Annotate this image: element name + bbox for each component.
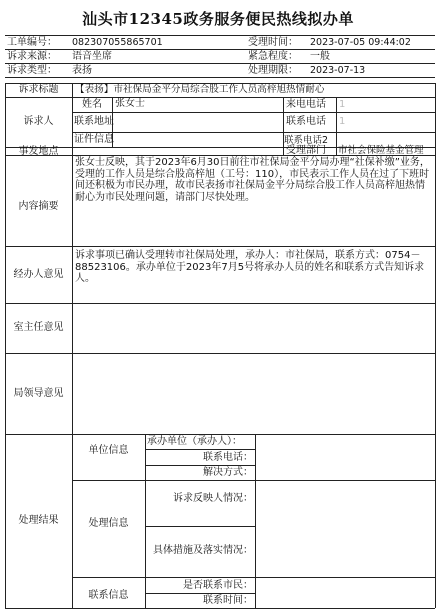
rule <box>5 246 435 247</box>
result-label: 处理结果 <box>18 515 59 526</box>
phone-label: 来电电话 <box>286 99 326 110</box>
name-label: 姓名 <box>82 99 102 110</box>
ticket-value: 082307055865701 <box>72 37 163 48</box>
contact-phone-value: 1 <box>339 116 346 127</box>
subject-value: 【表扬】市社保局金平分局综合股工作人员高梓旭热情耐心 <box>75 84 325 95</box>
rule <box>145 526 255 527</box>
deadline-value: 2023-07-13 <box>310 65 366 76</box>
summary-label: 内容摘要 <box>18 201 59 212</box>
rule <box>5 63 435 64</box>
received-value: 2023-07-05 09:44:02 <box>310 37 411 48</box>
rule <box>255 434 256 608</box>
source-value: 语音坐席 <box>72 51 112 62</box>
unit-info-label: 单位信息 <box>88 445 129 456</box>
unit-field-phone: 联系电话： <box>203 452 253 463</box>
deadline-label: 处理期限： <box>248 65 298 76</box>
contact-info-label: 联系信息 <box>88 590 129 601</box>
rule <box>5 303 435 304</box>
type-label: 诉求类型： <box>7 65 57 76</box>
process-info-label: 处理信息 <box>88 518 129 529</box>
name-value: 张女士 <box>115 98 145 109</box>
received-label: 受理时间： <box>248 37 298 48</box>
unit-field-undertaker: 承办单位（承办人）： <box>147 436 242 447</box>
rule <box>5 83 6 608</box>
rule <box>5 35 435 36</box>
type-value: 表扬 <box>72 65 92 76</box>
rule <box>145 465 255 466</box>
dept-label: 受理部门 <box>286 145 326 156</box>
rule <box>5 97 435 98</box>
source-label: 诉求来源： <box>7 51 57 62</box>
rule <box>336 97 337 155</box>
rule <box>145 449 255 450</box>
urgency-value: 一般 <box>310 51 330 62</box>
dept-value: 市社会保险基金管理 <box>338 145 424 156</box>
contact-phone2-label: 联系电话2 <box>284 135 329 146</box>
subject-label: 诉求标题 <box>18 84 59 95</box>
handler-opinion-text: 诉求事项已确认受理转市社保局处理，承办人：市社保局，联系方式：0754－88523106。承办单位于2023年7月5号将承办人员的姓名和联系方式告知诉求人。 <box>75 250 425 284</box>
id-label: 证件信息 <box>74 134 114 145</box>
rule <box>72 112 435 113</box>
urgency-label: 紧急程度： <box>248 51 298 62</box>
rule <box>5 49 435 50</box>
unit-field-resolution: 解决方式： <box>203 467 253 478</box>
rule <box>5 77 435 78</box>
handler-opinion-label: 经办人意见 <box>13 269 64 280</box>
rule <box>72 577 435 578</box>
rule <box>72 480 435 481</box>
contact-field-time: 联系时间： <box>203 595 253 606</box>
phone-value: 1 <box>339 99 346 110</box>
contact-phone-label: 联系电话 <box>286 116 326 127</box>
process-field-measures: 具体措施及落实情况： <box>153 545 253 556</box>
office-opinion-label: 室主任意见 <box>13 322 64 333</box>
summary-text: 张女士反映，其于2023年6月30日前往市社保局金平分局办理“社保补缴”业务，受理的工作人员是综合股高梓旭（工号：110），市民表示工作人员在过了下班时间还积极为市民办理，故市民表扬市社保局金平分局综合股工作人员高梓旭热情耐心为市民处理问题，请部门尽快处理。 <box>75 157 430 203</box>
process-field-requester-status: 诉求反映人情况： <box>173 493 253 504</box>
address-label: 联系地址 <box>74 116 114 127</box>
rule <box>145 593 255 594</box>
requester-label: 诉求人 <box>23 116 54 127</box>
page-title: 汕头市12345政务服务便民热线拟办单 <box>82 10 354 28</box>
rule <box>72 132 435 133</box>
rule <box>5 608 435 609</box>
rule <box>5 353 435 354</box>
rule <box>145 434 146 608</box>
contact-field-contacted: 是否联系市民： <box>183 580 253 591</box>
rule <box>5 434 435 435</box>
location-label: 事发地点 <box>18 146 59 157</box>
ticket-label: 工单编号： <box>7 37 57 48</box>
leader-opinion-label: 局领导意见 <box>13 388 64 399</box>
